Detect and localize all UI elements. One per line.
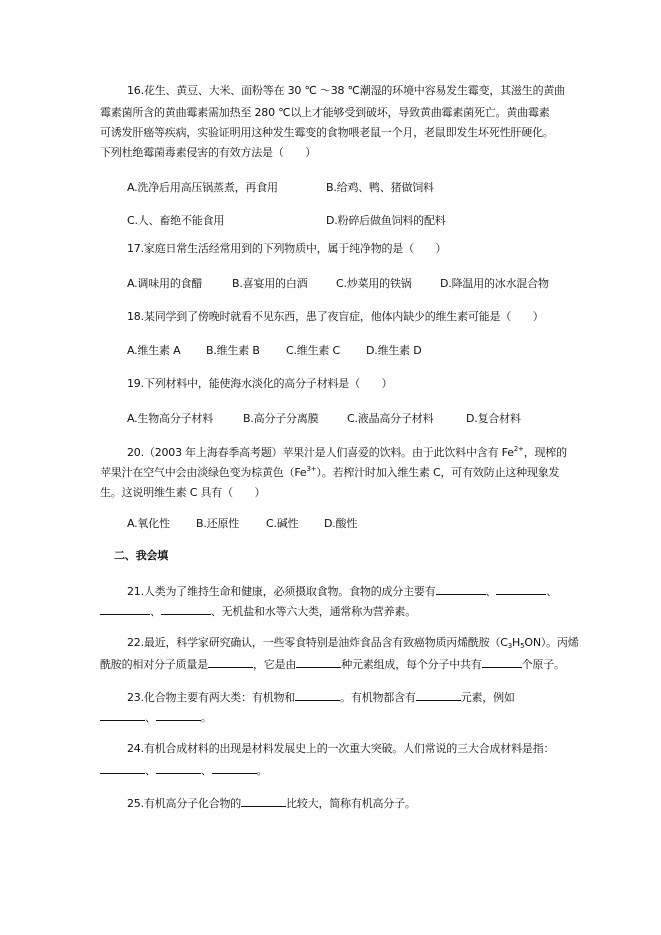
q18-stem: 18.某同学到了傍晚时就看不见东西，患了夜盲症，他体内缺少的维生素可能是（ ） (127, 310, 544, 323)
q18-option-c: C.维生素 C (286, 344, 340, 357)
q23-blank-4[interactable] (156, 709, 201, 721)
q22-text-2c: 种元素组成，每个分子中共有 (341, 658, 482, 671)
q20-fe2-charge: 2+ (513, 445, 524, 453)
q21-blank-1[interactable] (436, 583, 486, 595)
q23-text-1c: 元素，例如 (460, 691, 515, 704)
q19-stem: 19.下列材料中，能使海水淡化的高分子材料是（ ） (127, 377, 393, 390)
q23-text-1b: 。有机物都含有 (340, 691, 416, 704)
q20-stem-line-2 (100, 466, 559, 480)
q16-stem-line-2: 霉素菌所含的黄曲霉素需加热至 280 ℃以上才能够受到破坏，导致黄曲霉素菌死亡。黄曲霉素 (100, 106, 550, 119)
q22-line-1 (127, 636, 579, 650)
q24-line-2 (100, 762, 267, 778)
q24-blank-1[interactable] (100, 762, 145, 774)
q19-option-d: D.复合材料 (466, 412, 521, 425)
q22-subscript-h: 5 (520, 642, 525, 650)
q24-blank-2[interactable] (156, 762, 201, 774)
q16-option-c: C.人、畜绝不能食用 (127, 214, 225, 227)
q16-option-d: D.粉碎后做鱼饲料的配料 (326, 214, 446, 227)
q16-stem-line-4: 下列杜绝霉菌毒素侵害的有效方法是（ ） (100, 146, 316, 159)
q20-option-c: C.碱性 (266, 517, 299, 530)
q24-separator-2: 、 (200, 764, 212, 777)
q23-blank-1[interactable] (295, 689, 340, 701)
q16-option-a: A.洗净后用高压锅蒸煮，再食用 (127, 181, 278, 194)
q18-option-d: D.维生素 D (366, 344, 422, 357)
q21-line-1 (127, 583, 557, 599)
q21-blank-4[interactable] (161, 603, 211, 615)
q25-text-1a: 25.有机高分子化合物的 (127, 797, 242, 810)
q24-separator-1: 、 (145, 764, 156, 777)
q19-option-b: B.高分子分离膜 (243, 412, 319, 425)
q25-blank-1[interactable] (241, 795, 286, 807)
q20-text-2a: 苹果汁在空气中会由淡绿色变为棕黄色（Fe (100, 466, 307, 479)
q22-text-2d: 个原子。 (521, 658, 565, 671)
q21-blank-3[interactable] (100, 603, 150, 615)
q24-line-1: 24.有机合成材料的出现是材料发展史上的一次重大突破。人们常说的三大合成材料是指： (127, 742, 555, 755)
q22-line-2 (100, 656, 565, 672)
q22-text-1a: 22.最近，科学家研究确认，一些零食特别是油炸食品含有致癌物质丙烯酰胺（C (127, 636, 508, 649)
q21-text-1: 21.人类为了维持生命和健康，必须摄取食物。食物的成分主要有 (127, 585, 436, 598)
q20-option-b: B.还原性 (196, 517, 240, 530)
q17-stem: 17.家庭日常生活经常用到的下列物质中，属于纯净物的是（ ） (127, 242, 447, 255)
q20-stem-line-1 (127, 446, 567, 460)
q20-text-1b: ，现榨的 (523, 446, 567, 459)
q21-separator-1: 、 (485, 585, 497, 598)
q16-stem-line-3: 可诱发肝癌等疾病，实验证明用这种发生霉变的食物喂老鼠一个月，老鼠即发生坏死性肝硬化。 (100, 126, 554, 139)
q22-blank-2[interactable] (296, 656, 341, 668)
q23-line-2 (100, 709, 212, 725)
q23-end: 。 (200, 711, 212, 724)
q18-option-a: A.维生素 A (127, 344, 181, 357)
q19-option-c: C.液晶高分子材料 (347, 412, 434, 425)
q22-blank-3[interactable] (482, 656, 522, 668)
q17-option-c: C.炒菜用的铁锅 (336, 277, 412, 290)
q20-stem-line-3: 生。这说明维生素 C 具有（ ） (100, 486, 266, 499)
q20-option-a: A.氧化性 (127, 517, 170, 530)
q17-option-b: B.喜宴用的白酒 (232, 277, 308, 290)
q21-text-2: 、无机盐和水等六大类，通常称为营养素。 (210, 605, 417, 618)
q22-text-2a: 酰胺的相对分子质量是 (100, 658, 208, 671)
q23-separator: 、 (145, 711, 156, 724)
q17-option-a: A.调味用的食醋 (127, 277, 203, 290)
q16-option-b: B.给鸡、鸭、猪做饲料 (326, 181, 434, 194)
q22-text-1b: ON）。丙烯 (524, 636, 579, 649)
q21-line-2 (100, 603, 416, 619)
q20-option-d: D.酸性 (324, 517, 358, 530)
q23-blank-3[interactable] (100, 709, 145, 721)
section-2-heading: 二、我会填 (114, 549, 168, 562)
q22-text-2b: ，它是由 (253, 658, 297, 671)
q21-blank-2[interactable] (496, 583, 546, 595)
q23-text-1a: 23.化合物主要有两大类：有机物和 (127, 691, 296, 704)
q20-fe3-charge: 3+ (306, 465, 317, 473)
q24-end: 。 (256, 764, 268, 777)
q19-option-a: A.生物高分子材料 (127, 412, 214, 425)
q24-blank-3[interactable] (212, 762, 257, 774)
q21-separator-3: 、 (150, 605, 161, 618)
q25-line-1 (127, 795, 416, 811)
q17-option-d: D.降温用的冰水混合物 (440, 277, 549, 290)
q20-text-2b: ）。若榨汁时加入维生素 C，可有效防止这种现象发 (316, 466, 560, 479)
q20-text-1a: 20.（2003 年上海春季高考题）苹果汁是人们喜爱的饮料。由于此饮料中含有 Fe (127, 446, 514, 459)
q18-option-b: B.维生素 B (206, 344, 260, 357)
q21-separator-2: 、 (546, 585, 558, 598)
q25-text-1b: 比较大，简称有机高分子。 (286, 797, 416, 810)
q22-text-h: H (512, 636, 521, 649)
q23-line-1 (127, 689, 515, 705)
q16-stem-line-1: 16.花生、黄豆、大米、面粉等在 30 ℃ ～38 ℃潮湿的环境中容易发生霉变，其滋生的黄曲 (127, 84, 565, 97)
q22-subscript-c: 3 (507, 642, 513, 650)
q23-blank-2[interactable] (416, 689, 461, 701)
q22-blank-1[interactable] (208, 656, 253, 668)
